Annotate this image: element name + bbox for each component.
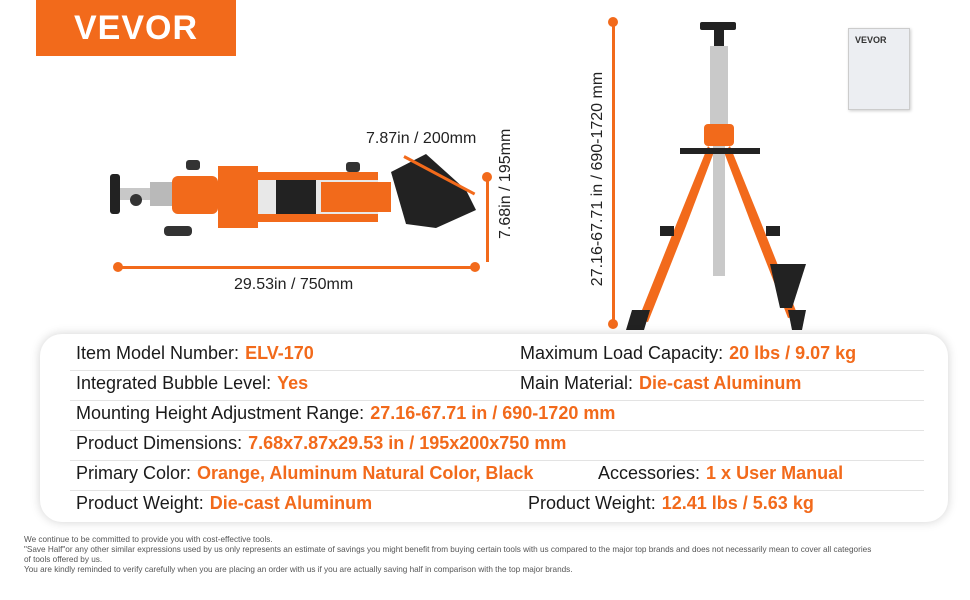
spec-divider	[70, 460, 924, 461]
disclaimer-line-3: of tools offered by us.	[24, 555, 103, 564]
height-dimension-line	[486, 176, 489, 262]
disclaimer-line-4: You are kindly reminded to verify carefully when you are placing an order with us if you are actually saving half in comparison with the top major brands.	[24, 565, 573, 574]
spec-divider	[70, 370, 924, 371]
manual-brand: VEVOR	[855, 35, 887, 45]
working-height-line	[612, 22, 615, 324]
specs-panel	[40, 334, 948, 522]
spec-load-value: 20 lbs / 9.07 kg	[729, 343, 857, 363]
spec-model	[76, 343, 314, 364]
spec-weight-2-label: Product Weight:	[528, 493, 656, 513]
spec-weight-2-value: 12.41 lbs / 5.63 kg	[661, 493, 814, 513]
spec-divider	[70, 490, 924, 491]
spec-material	[520, 373, 801, 394]
user-manual-image	[848, 28, 910, 110]
working-height-end	[608, 319, 618, 329]
spec-accessories	[598, 463, 843, 484]
working-height-label: 27.16-67.71 in / 690-1720 mm	[589, 71, 606, 287]
spec-weight-1-label: Product Weight:	[76, 493, 204, 513]
spec-accessories-value: 1 x User Manual	[706, 463, 844, 483]
spec-material-value: Die-cast Aluminum	[639, 373, 802, 393]
height-dimension-start	[482, 172, 492, 182]
disclaimer-line-2: "Save Half"or any other similar expressions used by us only represents an estimate of savings you might benefit from buying certain tools with us compared to the major top brands and does not necessarily mean to cover all categories	[24, 545, 872, 554]
spec-weight-1	[76, 493, 372, 514]
extended-tripod-image	[620, 20, 820, 330]
spec-bubble-label: Integrated Bubble Level:	[76, 373, 272, 393]
spec-load-label: Maximum Load Capacity:	[520, 343, 724, 363]
spec-divider	[70, 400, 924, 401]
working-height-start	[608, 17, 618, 27]
brand-logo	[36, 0, 236, 56]
spec-range	[76, 403, 615, 424]
spec-divider	[70, 430, 924, 431]
length-dimension-end	[470, 262, 480, 272]
height-dimension-label: 7.68in / 195mm	[497, 128, 514, 239]
brand-name: VEVOR	[73, 8, 199, 47]
spec-model-value: ELV-170	[245, 343, 314, 363]
spec-color	[76, 463, 533, 484]
spec-model-label: Item Model Number:	[76, 343, 240, 363]
disclaimer-line-1: We continue to be committed to provide you with cost-effective tools.	[24, 535, 273, 544]
spec-dimensions-label: Product Dimensions:	[76, 433, 243, 453]
spec-bubble	[76, 373, 308, 394]
spec-material-label: Main Material:	[520, 373, 634, 393]
length-dimension-line	[118, 266, 474, 269]
length-dimension-start	[113, 262, 123, 272]
spec-dimensions	[76, 433, 566, 454]
spec-color-value: Orange, Aluminum Natural Color, Black	[197, 463, 534, 483]
spec-color-label: Primary Color:	[76, 463, 192, 483]
spec-range-label: Mounting Height Adjustment Range:	[76, 403, 365, 423]
spec-range-value: 27.16-67.71 in / 690-1720 mm	[370, 403, 616, 423]
spec-bubble-value: Yes	[277, 373, 309, 393]
spec-dimensions-value: 7.68x7.87x29.53 in / 195x200x750 mm	[248, 433, 567, 453]
spec-weight-2	[528, 493, 814, 514]
folded-tripod-image	[106, 150, 496, 250]
spec-load	[520, 343, 856, 364]
width-dimension-label: 7.87in / 200mm	[366, 130, 477, 147]
length-dimension-label: 29.53in / 750mm	[234, 276, 354, 293]
spec-accessories-label: Accessories:	[598, 463, 701, 483]
spec-weight-1-value: Die-cast Aluminum	[209, 493, 373, 513]
